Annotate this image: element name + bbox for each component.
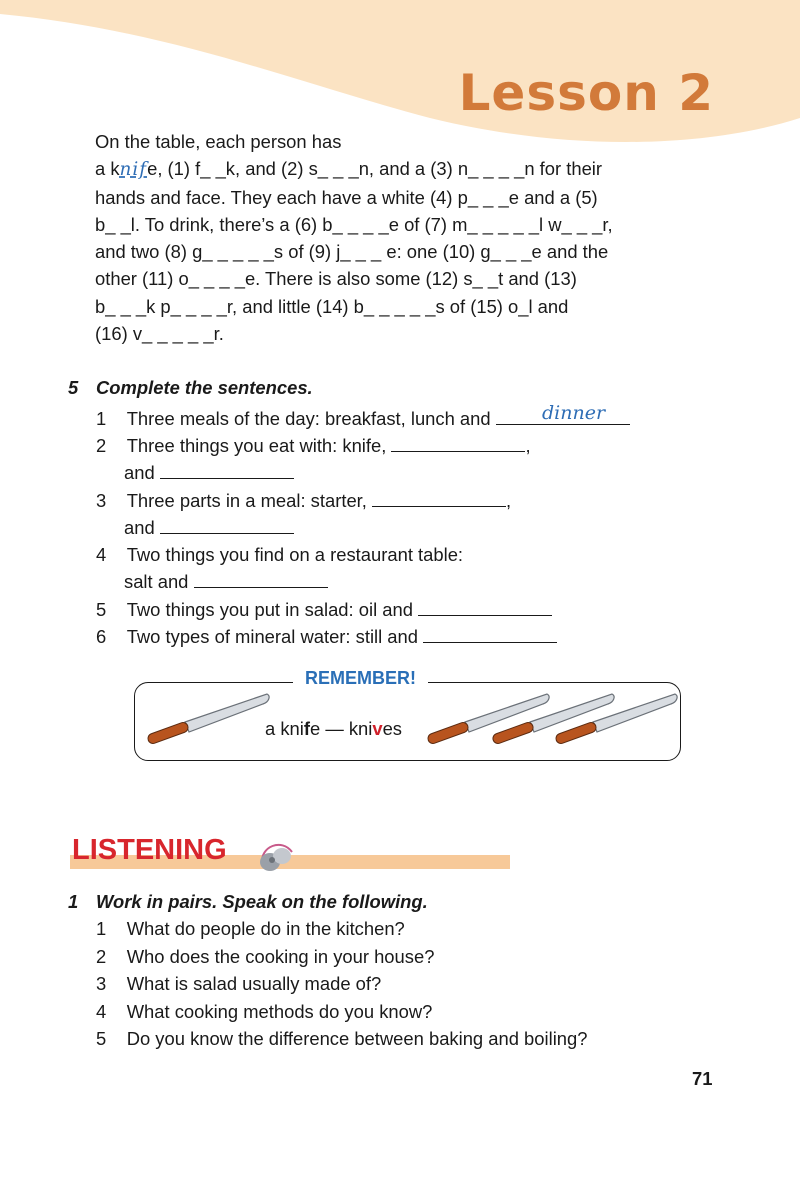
paragraph-line [95,155,695,183]
answer-blank[interactable] [391,435,525,452]
item-number: 2 [96,946,107,967]
item-text: Do you know the difference between baking and boiling? [126,1028,588,1049]
exercise-item [96,626,557,648]
reading-paragraph [95,128,695,347]
exercise-item [96,599,552,621]
item-text: salt and [124,571,189,592]
phrase-highlight: f [303,718,310,739]
item-number: 5 [96,599,107,620]
paragraph-line: (16) v_ _ _ _ _r. [95,323,224,345]
question-item [96,1028,587,1050]
page-number: 71 [692,1068,713,1089]
item-text: Three things you eat with: knife, [126,435,387,456]
handwritten-answer: nif [119,159,148,181]
exercise-item [96,544,463,566]
paragraph-line: other (11) o_ _ _ _e. There is also some (12) s_ _t and (13) [95,268,577,290]
exercise-number: 1 [68,891,79,912]
exercise-heading: Complete the sentences. [96,377,313,398]
listening-title: LISTENING [72,834,227,866]
item-number: 1 [96,918,107,939]
item-text: Two things you find on a restaurant table: [126,544,464,565]
question-item [96,1001,432,1023]
phrase-part: e — kni [309,718,373,739]
exercise-item-continued [124,517,294,539]
exercise-item [96,435,531,457]
item-text: What do people do in the kitchen? [126,918,405,939]
paragraph-line: b_ _l. To drink, there’s a (6) b_ _ _ _e of (7) m_ _ _ _ _l w_ _ _r, [95,213,613,235]
item-number: 4 [96,544,107,565]
phrase-highlight-red: v [372,718,383,739]
item-number: 6 [96,626,107,647]
question-item [96,946,434,968]
knife-icon [145,690,275,750]
item-text: and [124,517,155,538]
remember-title: REMEMBER! [293,668,428,689]
answer-blank[interactable] [194,571,328,588]
item-text: Three parts in a meal: starter, [126,490,367,511]
item-text: What is salad usually made of? [126,973,382,994]
item-number: 5 [96,1028,107,1049]
exercise-item-continued [124,571,328,593]
phrase-part: a kni [265,718,304,739]
paragraph-line: hands and face. They each have a white (4) p_ _ _e and a (5) [95,186,598,208]
phrase-part: es [382,718,403,739]
answer-blank[interactable] [372,490,506,507]
answer-blank[interactable] [160,517,294,534]
item-text: Three meals of the day: breakfast, lunch and [126,408,491,429]
item-number: 3 [96,490,107,511]
knife-icon [553,690,683,750]
exercise-heading: Work in pairs. Speak on the following. [96,891,428,912]
headphones-icon [252,834,304,878]
item-suffix: , [506,490,512,511]
exercise-item-continued [124,462,294,484]
item-text: and [124,462,155,483]
item-number: 1 [96,408,107,429]
paragraph-line: and two (8) g_ _ _ _ _s of (9) j_ _ _ e: one (10) g_ _ _e and the [95,241,609,263]
lesson-title: Lesson 2 [458,64,714,122]
item-suffix: , [525,435,531,456]
item-number: 3 [96,973,107,994]
answer-blank[interactable] [160,462,294,479]
exercise-item [96,490,511,512]
exercise-number: 5 [68,377,79,398]
answer-blank[interactable] [418,599,552,616]
item-text: Who does the cooking in your house? [126,946,435,967]
answer-blank[interactable] [423,626,557,643]
question-item [96,918,405,940]
item-text: What cooking methods do you know? [126,1001,433,1022]
item-number: 4 [96,1001,107,1022]
paragraph-line: On the table, each person has [95,131,342,152]
item-text: Two things you put in salad: oil and [126,599,413,620]
remember-phrase [265,718,402,740]
item-text: Two types of mineral water: still and [126,626,418,647]
item-number: 2 [96,435,107,456]
paragraph-text: a k [95,158,120,180]
handwritten-answer: dinner [542,402,606,424]
paragraph-line: b_ _ _k p_ _ _ _r, and little (14) b_ _ _ _ _s of (15) o_l and [95,295,569,317]
paragraph-text: e, (1) f_ _k, and (2) s_ _ _n, and a (3) n_ _ _ _n for their [147,158,603,180]
question-item [96,973,381,995]
